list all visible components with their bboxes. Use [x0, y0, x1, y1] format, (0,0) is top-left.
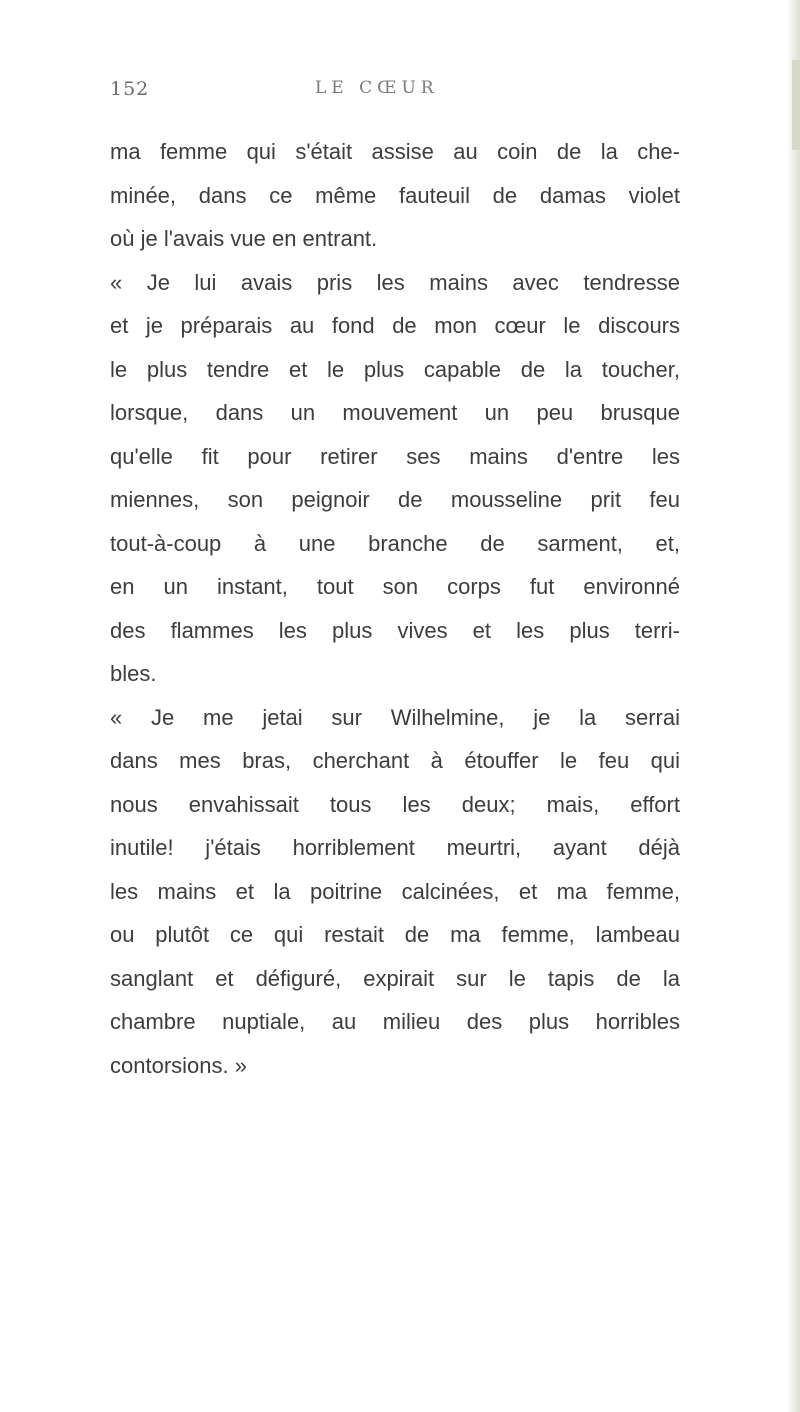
- running-title: LE CŒUR: [315, 78, 439, 98]
- text-line: miennes, son peignoir de mousseline prit feu: [110, 487, 680, 512]
- text-line: lorsque, dans un mouvement un peu brusque: [110, 400, 680, 425]
- text-line: les mains et la poitrine calcinées, et ma femme,: [110, 878, 680, 904]
- text-line: tout-à-coup à une branche de sarment, et,: [110, 530, 680, 556]
- text-line: ma femme qui s'était assise au coin de la che-: [110, 139, 680, 164]
- text-line: où je l'avais vue en entrant.: [110, 226, 378, 251]
- text-line: chambre nuptiale, au milieu des plus horribles: [110, 1009, 680, 1034]
- text-line: dans mes bras, cherchant à étouffer le feu qui: [110, 748, 680, 773]
- page-edge-mark: [792, 60, 800, 150]
- text-line: contorsions. »: [110, 1052, 247, 1078]
- page-number: 152: [110, 78, 150, 100]
- text-line: et je préparais au fond de mon cœur le discours: [110, 313, 680, 338]
- text-line: nous envahissait tous les deux; mais, effort: [110, 791, 680, 817]
- page-edge-shadow: [786, 0, 800, 1412]
- text-line: bles.: [110, 661, 157, 686]
- text-line: qu'elle fit pour retirer ses mains d'entre les: [110, 443, 680, 469]
- body-text: [110, 130, 680, 1087]
- text-line: ou plutôt ce qui restait de ma femme, lambeau: [110, 922, 680, 947]
- text-line: « Je lui avais pris les mains avec tendresse: [110, 269, 680, 295]
- text-line: minée, dans ce même fauteuil de damas violet: [110, 182, 680, 208]
- page-header: [110, 78, 690, 108]
- text-line: « Je me jetai sur Wilhelmine, je la serrai: [110, 704, 680, 730]
- text-line: des flammes les plus vives et les plus terri-: [110, 617, 680, 643]
- text-line: le plus tendre et le plus capable de la toucher,: [110, 356, 680, 382]
- text-line: en un instant, tout son corps fut environné: [110, 574, 680, 599]
- text-line: inutile! j'étais horriblement meurtri, ayant déjà: [110, 835, 680, 860]
- text-line: sanglant et défiguré, expirait sur le tapis de la: [110, 965, 680, 991]
